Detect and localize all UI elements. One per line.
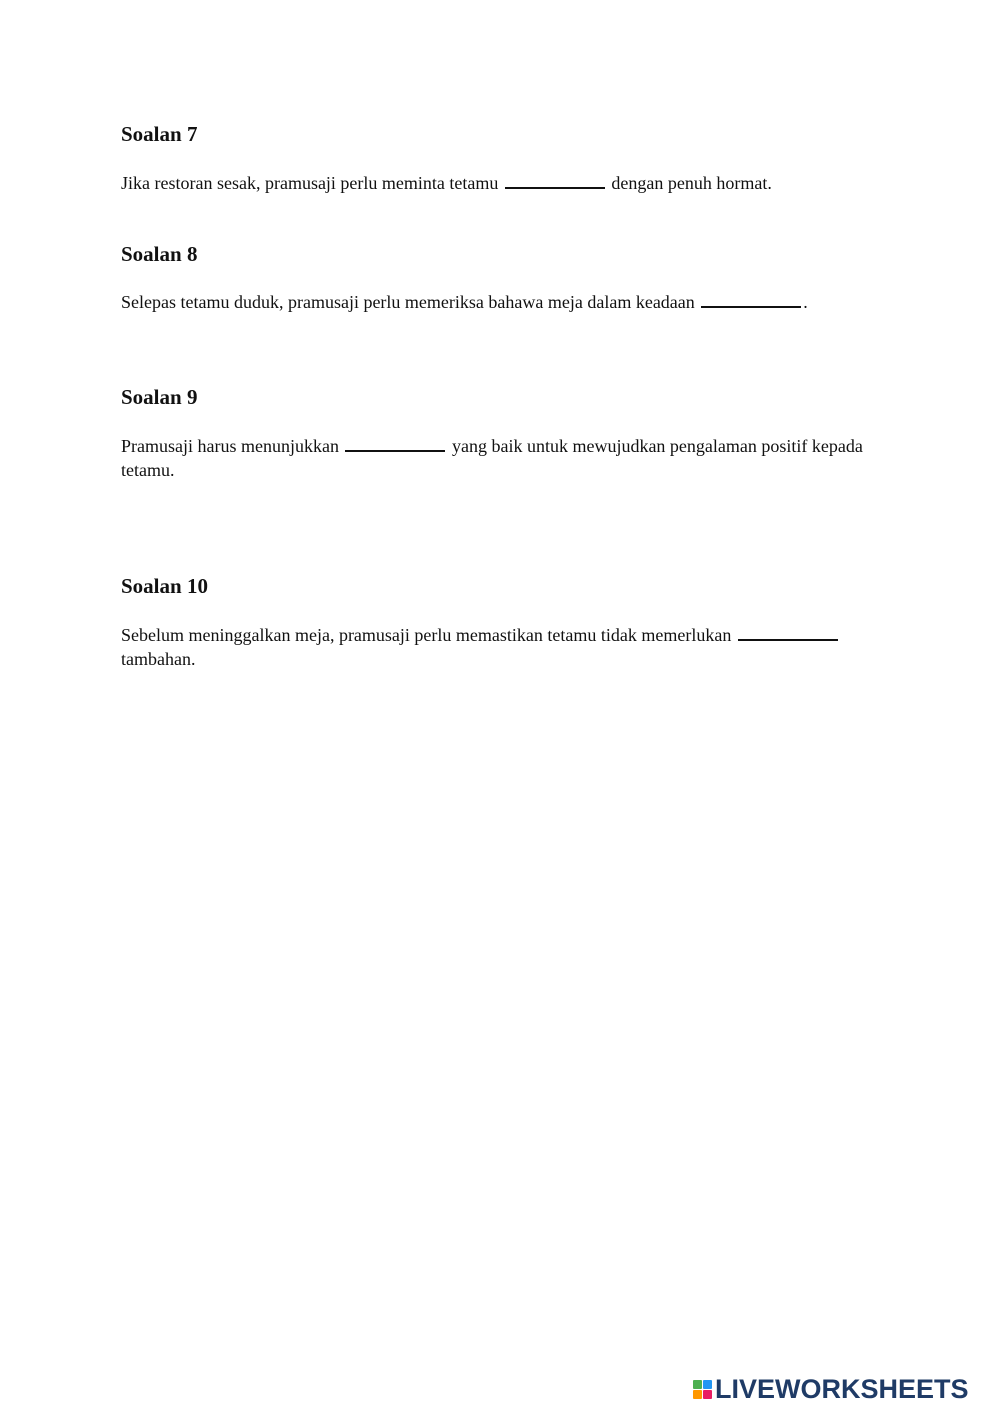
question-text xyxy=(121,623,891,671)
answer-blank[interactable] xyxy=(345,436,445,452)
question-text-after: . xyxy=(803,292,808,312)
question-title: Soalan 7 xyxy=(121,122,198,146)
question-text-after: yang baik untuk mewujudkan pengalaman positif kepada tetamu. xyxy=(121,436,863,480)
question-7 xyxy=(121,122,891,193)
question-text-before: Sebelum meninggalkan meja, pramusaji perlu memastikan tetamu tidak memerlukan xyxy=(121,625,736,645)
question-text-before: Pramusaji harus menunjukkan xyxy=(121,436,344,456)
logo-square xyxy=(703,1380,712,1389)
question-title: Soalan 9 xyxy=(121,385,198,409)
answer-blank[interactable] xyxy=(701,292,801,308)
liveworksheets-logo-icon xyxy=(693,1380,712,1399)
question-text-after: tambahan. xyxy=(121,649,196,669)
question-9 xyxy=(121,385,891,480)
liveworksheets-logo xyxy=(693,1376,969,1402)
logo-square xyxy=(693,1390,702,1399)
question-title: Soalan 10 xyxy=(121,574,208,598)
question-8 xyxy=(121,242,891,312)
answer-blank[interactable] xyxy=(505,173,605,189)
logo-square xyxy=(693,1380,702,1389)
question-title: Soalan 8 xyxy=(121,242,198,266)
answer-blank[interactable] xyxy=(738,625,838,641)
question-text xyxy=(121,434,891,482)
question-text-before: Jika restoran sesak, pramusaji perlu meminta tetamu xyxy=(121,173,503,193)
question-text-before: Selepas tetamu duduk, pramusaji perlu memeriksa bahawa meja dalam keadaan xyxy=(121,292,700,312)
question-text-after: dengan penuh hormat. xyxy=(606,173,772,193)
question-text xyxy=(121,290,891,314)
logo-text: LIVEWORKSHEETS xyxy=(715,1374,969,1404)
logo-square xyxy=(703,1390,712,1399)
question-10 xyxy=(121,574,891,669)
question-text xyxy=(121,171,891,195)
